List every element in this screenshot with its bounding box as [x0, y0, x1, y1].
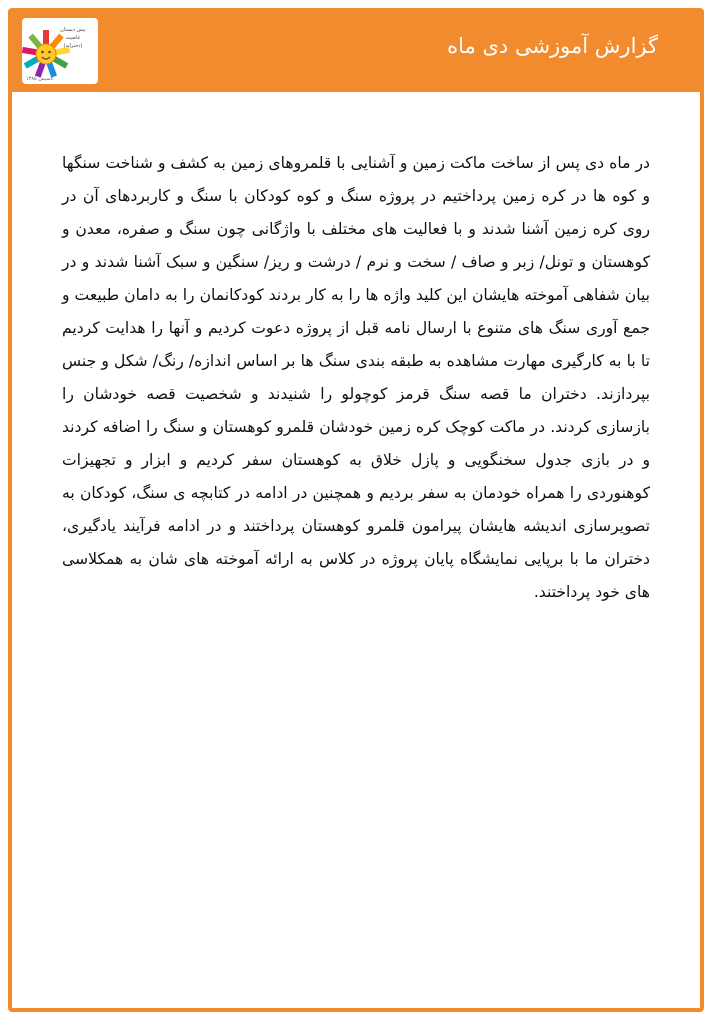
header-bar	[12, 12, 700, 92]
logo-established: تاسیس ۱۳۸۵	[26, 76, 54, 82]
school-logo	[22, 18, 98, 84]
report-body: در ماه دی پس از ساخت ماکت زمین و آشنایی با قلمروهای زمین به کشف و شناخت سنگها و کوه ها در کره زمین پرداختیم در پروژه سنگ و کوه کودکان با سنگ و کاربردهای آن در روی کره زمین آشنا شدند و با فعالیت های مختلف با واژگانی چون سنگ و صفره، معدن و کوهستان و تونل/ زبر و صاف / سخت و نرم / درشت و ریز/ سنگین و سبک آشنا شدند و در بیان شفاهی آموخته هایشان این کلید واژه ها را به کار بردند کودکانمان را به دامان طبیعت و جمع آوری سنگ های متنوع با ارسال نامه قبل از پروژه دعوت کردیم و آنها را هدایت کردیم تا با به کارگیری مهارت مشاهده به طبقه بندی سنگ ها بر اساس اندازه/ رنگ/ شکل و جنس بپردازند. دختران ما قصه سنگ قرمز کوچولو را شنیدند و شخصیت قصه خودشان را بازسازی کردند. در ماکت کوچک کره زمین خودشان قلمرو کوهستان و سنگ را اضافه کردند و در بازی جدول سخنگویی و پازل خلاق به کوهستان سفر کردیم و ابزار و تجهیزات کوهنوردی را همراه خودمان به سفر بردیم و همچنین در ادامه در کتابچه ی سنگ، کودکان به تصویرسازی اندیشه هایشان پیرامون قلمرو کوهستان پرداختند و در ادامه فرآیند یادگیری، دختران ما با برپایی نمایشگاه پایان پروژه در کلاس به ارائه آموخته های شان به همکلاسی های خود پرداختند.	[62, 154, 650, 601]
page-title: گزارش آموزشی دی ماه	[447, 34, 658, 58]
logo-line-1: پیش دبستان	[60, 27, 86, 33]
logo-line-3: (دخترانه)	[63, 43, 83, 49]
page-frame	[8, 8, 704, 1012]
logo-line-2: عاصیت	[65, 35, 81, 41]
